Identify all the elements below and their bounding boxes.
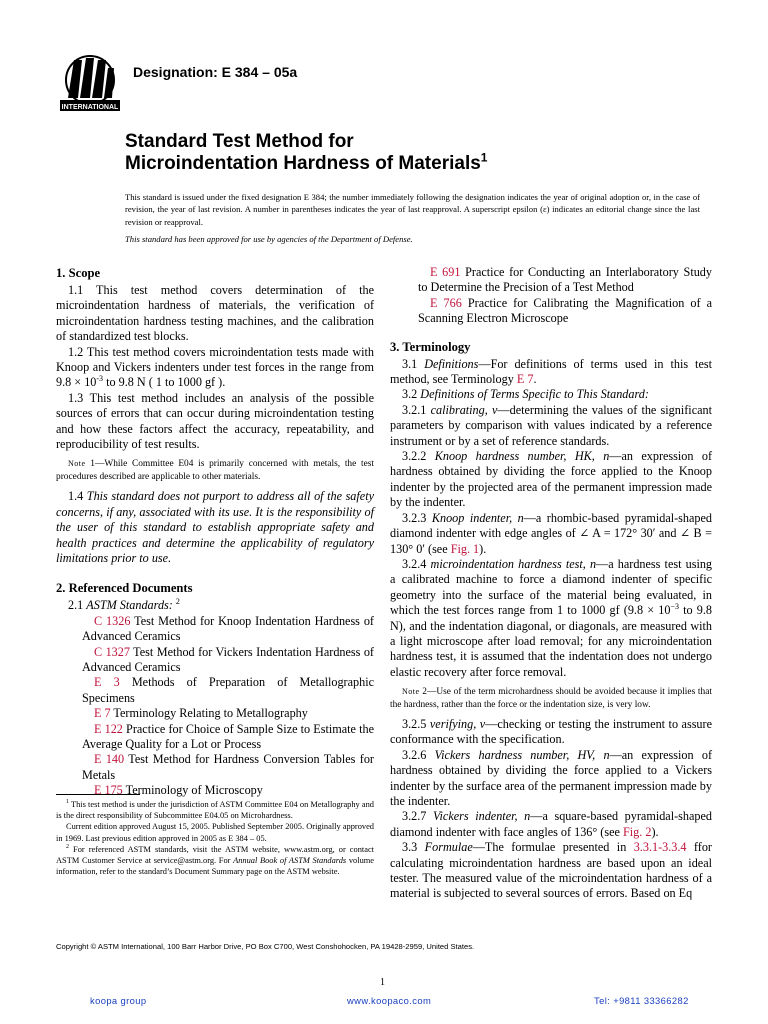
document-title (125, 131, 685, 175)
term-num: 3.2.3 (402, 510, 432, 525)
ref-link-c1327[interactable]: C 1327 (94, 644, 130, 659)
term-num: 3.2 (402, 387, 421, 402)
term-name: Formulae (424, 840, 473, 855)
term-name: microindentation hardness test (430, 556, 583, 571)
right-column (390, 265, 712, 902)
footnote-1-text: This test method is under the jurisdiction of ASTM Committee E04 on Metallography and is the direct responsibility of Subcommittee E04.05 on Microhardness. (56, 800, 374, 821)
designation: Designation: E 384 – 05a (133, 64, 298, 80)
ref-text: Test Method for Knoop Indentation Hardness of Advanced Ceramics (82, 613, 374, 644)
term-pos: , n (514, 809, 531, 824)
term-text: —a rhombic-based pyramidal-shaped diamond indenter with edge angles of ∠ A = 172° 30′ and ∠ B = 130° 0′ (see (390, 510, 713, 556)
footnote-2-mark: 2 (66, 844, 69, 851)
term-pos: , n (582, 556, 597, 571)
refs-2-1-num: 2.1 (68, 598, 87, 613)
link-e7[interactable]: E 7 (516, 372, 534, 387)
term-num: 3.2.2 (402, 449, 435, 464)
approval-statement: This standard has been approved for use by agencies of the Department of Defense. (125, 234, 413, 244)
term-text: —determining the values of the significant parameters by comparison with values indicated by a reference instrument or by a set of reference standards. (390, 402, 712, 448)
term-3-2-2 (390, 449, 712, 511)
term-text: —an expression of hardness obtained by dividing the force applied to the Knoop indenter by the projected area of the permanent impression made by the indenter. (390, 449, 713, 510)
astm-logo-icon (58, 52, 122, 116)
link-fig-2[interactable]: Fig. 2 (622, 824, 652, 839)
term-pos: , n (592, 747, 610, 762)
footnote-2-text: For referenced ASTM standards, visit the ASTM website, www.astm.org, or contact ASTM Customer Service at service@astm.org. For (56, 844, 374, 866)
term-3-2-1 (390, 403, 712, 449)
footnote-divider (56, 794, 140, 795)
footnote-1b: Current edition approved August 15, 2005. Published September 2005. Originally approved in 1969. Last previous edition approved in 2005 as E 384 – 05. (56, 822, 374, 843)
term-num: 3.2.5 (402, 716, 430, 731)
scope-1-4-num: 1.4 (68, 489, 87, 504)
note-1 (56, 458, 374, 483)
footnote-2 (56, 844, 374, 878)
scope-1-2-exp: -3 (96, 374, 104, 384)
ref-text: Test Method for Vickers Indentation Hardness of Advanced Ceramics (82, 644, 374, 674)
footer-company: koopa group (90, 995, 147, 1006)
ref-item (392, 265, 712, 296)
ref-link-e766[interactable]: E 766 (430, 295, 462, 310)
refs-2-1 (56, 598, 374, 613)
term-text: —a square-based pyramidal-shaped diamond indenter with face angles of 136° (see (390, 809, 712, 839)
ref-item (56, 675, 374, 706)
term-name: Knoop indenter (431, 510, 510, 525)
term-text: —The formulae presented in (472, 840, 634, 855)
title-line-2 (125, 150, 685, 175)
term-3-1 (390, 357, 712, 388)
title-line-2-text: Microindentation Hardness of Materials (125, 153, 481, 174)
ref-item (56, 614, 374, 645)
term-num: 3.2.6 (402, 747, 435, 762)
term-name: calibrating (430, 402, 485, 417)
ref-item (56, 752, 374, 783)
ref-text: Practice for Calibrating the Magnification of a Scanning Electron Microscope (418, 295, 712, 326)
footnotes (56, 799, 374, 877)
term-end: ). (651, 824, 659, 839)
left-column (56, 265, 374, 799)
terminology-heading: 3. Terminology (390, 339, 471, 354)
ref-link-e175[interactable]: E 175 (94, 783, 123, 798)
link-formulae[interactable]: 3.3.1-3.3.4 (633, 840, 687, 855)
note-2-text: 2—Use of the term microhardness should be avoided because it implies that the hardness, rather than the force or the indentation size, is very low. (390, 687, 712, 710)
scope-1-4 (56, 489, 374, 566)
term-num: 3.2.4 (402, 556, 431, 571)
term-name: Vickers indenter (432, 809, 515, 824)
term-text: —a hardness test using a calibrated machine to force a diamond indenter of specific geometry into the surface of the material being evaluated, in which the test forces range from 1 to 1000 gf (9.8 × 10 (390, 556, 713, 618)
refs-footnote-mark: 2 (175, 597, 180, 607)
term-text: —checking or testing the instrument to assure conformance with the specification. (390, 716, 712, 747)
term-text: —For definitions of terms used in this test method, see Terminology (390, 356, 712, 387)
term-3-2-4 (390, 557, 712, 680)
refs-2-1-text: ASTM Standards: (86, 598, 173, 613)
footnote-1-mark: 1 (66, 799, 69, 806)
page-number: 1 (380, 977, 385, 988)
ref-text: Terminology of Microscopy (122, 783, 263, 798)
footer-phone: Tel: +9811 33366282 (594, 995, 689, 1006)
ref-text: Practice for Choice of Sample Size to Estimate the Average Quality for a Lot or Process (82, 721, 374, 751)
term-end: ). (479, 541, 487, 556)
ref-item (56, 722, 374, 753)
intro-paragraph: This standard is issued under the fixed designation E 384; the number immediately following the designation indicates the year of original adoption or, in the case of revision, the year of last revision. A number in parentheses indicates the year of last reapproval. A superscript epsilon (ε) indicates an editorial change since the last revision or reapproval. (125, 192, 700, 227)
term-pos: , n (509, 510, 524, 525)
copyright-notice: Copyright © ASTM International, 100 Barr Harbor Drive, PO Box C700, West Conshohocken, PA 19428-2959, United States. (56, 942, 475, 951)
ref-text: Practice for Conducting an Interlaboratory Study to Determine the Precision of a Test Method (418, 265, 712, 295)
scope-1-2 (56, 345, 374, 391)
term-name: Definitions of Terms Specific to This Standard: (420, 387, 649, 402)
footnote-2-italic: Annual Book of ASTM Standards (233, 856, 347, 866)
term-num: 3.1 (402, 356, 425, 371)
term-3-2-7 (390, 809, 712, 840)
footnote-1 (56, 799, 374, 821)
ref-link-e691[interactable]: E 691 (430, 265, 461, 279)
term-name: Definitions (424, 356, 479, 371)
term-exp: −3 (670, 602, 679, 612)
term-text: ffor calculating microindentation hardness are based upon an ideal tester. The measured value of the microindentation hardness of a material is subjected to several sources of errors. Based on Eq (390, 840, 712, 901)
ref-text: Methods of Preparation of Metallographic Specimens (82, 675, 374, 705)
scope-1-3: 1.3 This test method includes an analysis of the possible sources of errors that can occur during microindentation testing and how these factors affect the accuracy, repeatability, and reproducibility of test results. (56, 390, 374, 452)
scope-1-2-b: to 9.8 N ( 1 to 1000 gf ). (103, 375, 226, 390)
note-2 (390, 686, 712, 711)
ref-link-e3[interactable]: E 3 (94, 675, 120, 690)
ref-item (56, 783, 374, 798)
term-name: verifying (429, 716, 474, 731)
term-num: 3.2.7 (402, 809, 433, 824)
scope-1-2-a: 1.2 This test method covers microindentation tests made with Knoop and Vickers indenters under test forces in the range from 9.8 × 10 (56, 344, 374, 390)
term-num: 3.2.1 (402, 402, 431, 417)
term-end: . (533, 372, 537, 387)
term-num: 3.3 (402, 840, 425, 855)
term-text: to 9.8 N), and the indentation diagonal, or diagonals, are measured with a light microscope after load removal; for any microindentation hardness test, it is assumed that the indentation does not undergo elastic recovery after force removal. (390, 603, 712, 679)
term-name: Vickers hardness number, HV (434, 747, 593, 762)
ref-link-e122[interactable]: E 122 (94, 721, 123, 736)
link-fig-1[interactable]: Fig. 1 (450, 541, 480, 556)
term-pos: , n (591, 449, 610, 464)
footer-website-link[interactable]: www.koopaco.com (347, 995, 432, 1006)
ref-text: Test Method for Hardness Conversion Tables for Metals (82, 752, 374, 782)
ref-link-e140[interactable]: E 140 (94, 752, 125, 767)
ref-link-c1326[interactable]: C 1326 (94, 613, 131, 628)
note-1-label: Note (68, 459, 86, 469)
refs-heading: 2. Referenced Documents (56, 581, 193, 596)
note-2-label: Note (402, 687, 420, 697)
term-pos: , v (484, 402, 498, 417)
ref-item (56, 645, 374, 676)
ref-item (392, 296, 712, 327)
title-line-1: Standard Test Method for (125, 131, 354, 152)
term-text: —an expression of hardness obtained by dividing the force applied to a Vickers indenter by the surface area of the permanent impression made by the indenter. (390, 747, 713, 808)
title-footnote-mark: 1 (480, 150, 488, 165)
term-pos: , v (473, 716, 486, 731)
logo-sub-text: INTERNATIONAL (61, 104, 119, 111)
term-3-2-5 (390, 717, 712, 748)
note-1-text: 1—While Committee E04 is primarily concerned with metals, the test procedures described are applicable to other materials. (56, 459, 375, 482)
term-3-2-6 (390, 748, 712, 810)
ref-text: Terminology Relating to Metallography (110, 706, 308, 721)
footnote-2-text-b: volume information, refer to the standard’s Document Summary page on the ASTM website. (56, 856, 374, 877)
ref-link-e7[interactable]: E 7 (94, 706, 111, 721)
ref-item (56, 706, 374, 721)
term-3-3 (390, 840, 712, 902)
scope-heading: 1. Scope (56, 266, 101, 280)
scope-1-4-text: This standard does not purport to address all of the safety concerns, if any, associated with its use. It is the responsibility of the user of this standard to establish appropriate safety and health practices and determine the applicability of regulatory limitations prior to use. (56, 489, 374, 565)
term-3-2-3 (390, 511, 712, 557)
scope-1-1: 1.1 This test method covers determination of the microindentation hardness of materials, the verification of microindentation hardness testing machines, and the calibration of standardized test blocks. (56, 283, 374, 344)
term-3-2 (390, 387, 712, 402)
term-name: Knoop hardness number, HK (434, 449, 592, 464)
